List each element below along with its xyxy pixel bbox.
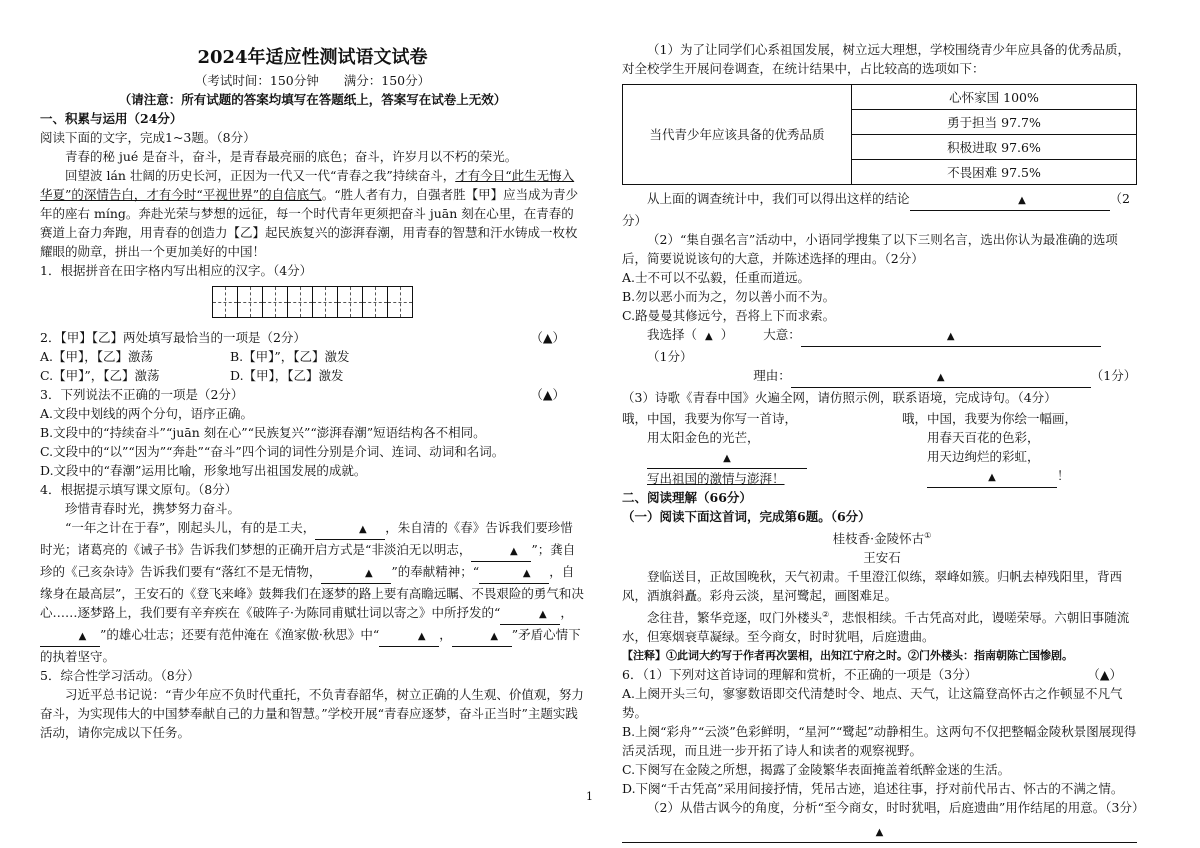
score-label: （1分）: [647, 349, 693, 364]
q6-answer-mark: （▲）: [1087, 667, 1122, 683]
blank-triangle: ▲: [358, 524, 367, 535]
conclusion-score: （2分）: [622, 191, 1130, 228]
grid-cell: [237, 286, 263, 318]
question-6: [622, 665, 1142, 684]
grid-cell: [212, 286, 238, 318]
answer-blank[interactable]: [479, 562, 549, 584]
q4-text: ，自缘身在最高层”，王安石的《登飞来峰》鼓舞我们在逐梦的路上要有高瞻远瞩、不畏艰险的勇气和决心……逐梦路上，我们要有辛弃疾在《破阵子·为陈同甫赋壮词以寄之》中所抒发的“: [40, 564, 584, 620]
survey-option: 心怀家国 100%: [852, 85, 1137, 110]
reading-intro: 阅读下面的文字，完成1~3题。（8分）: [40, 130, 256, 145]
quote-option-b: B.勿以恶小而为之，勿以善小而不为。: [622, 289, 836, 304]
q2-text: 2．【甲】【乙】两处填写最恰当的一项是（2分）: [40, 330, 306, 345]
q4-paragraph: [40, 518, 585, 666]
question-4: 4．根据提示填写课文原句。（8分）: [40, 482, 238, 497]
survey-option: 积极进取 97.6%: [852, 135, 1137, 160]
reason-label: 理由：: [753, 368, 791, 383]
q4-text: ，: [439, 627, 452, 642]
grid-cell: [262, 286, 288, 318]
q3-option-d: D.文段中的“春潮”运用比喻，形象地写出祖国发展的成就。: [40, 463, 367, 478]
blank-triangle: ▲: [78, 631, 87, 642]
poem-title-sup: ①: [924, 531, 932, 540]
passage-underlined: 才有今日“此生无悔入华夏”的深情告白，才有今时“平视世界”的自信底气: [40, 168, 575, 202]
poem-body-text: ，悲恨相续。千古凭高对此，谩嗟荣辱。六朝旧事随流水，但寒烟衰草凝绿。至今商女，时时犹唱，后庭遗曲。: [622, 610, 1130, 645]
q6-option-d: D.下阕“千古凭高”采用间接抒情，凭吊古迹，追述往事，抒对前代吊古、怀古的不满之情。: [622, 781, 1124, 797]
blank-triangle: ▲: [522, 568, 531, 579]
q5-task-2: （2）“集自强名言”活动中，小语同学搜集了以下三则名言，选出你认为最准确的选项后，简要说说该句的大意，并陈述选择的理由。（2分）: [622, 232, 1118, 266]
answer-blank[interactable]: [647, 447, 807, 469]
blank-triangle: ▲: [875, 827, 884, 839]
passage-para-2: [40, 166, 585, 261]
q2-option-b: B.【甲】”，【乙】激发: [230, 349, 350, 364]
q5-task-3: （3）诗歌《青春中国》火遍全网，请仿照示例，联系语境，完成诗句。（4分）: [622, 390, 1057, 405]
grid-cell: [337, 286, 363, 318]
q6-option-c: C.下阕写在金陵之所想，揭露了金陵繁华表面掩盖着纸醉金迷的生活。: [622, 762, 1011, 778]
reason-line: [753, 366, 1142, 388]
answer-blank[interactable]: [791, 366, 1091, 388]
left-column: [40, 40, 585, 742]
q4-line-1: 珍惜青春时光，携梦努力奋斗。: [65, 501, 241, 516]
poem-note-sup: ②: [822, 610, 830, 620]
grid-cell: [362, 286, 388, 318]
choose-label: 我选择（: [647, 327, 698, 342]
question-1: 1．根据拼音在田字格内写出相应的汉字。（4分）: [40, 263, 313, 278]
table-row: [623, 85, 1137, 110]
grid-cell: [312, 286, 338, 318]
blank-triangle: ▲: [723, 453, 731, 464]
poem-line: 哦，中国，我要为你写一首诗，: [622, 411, 798, 426]
conclusion-text: 从上面的调查统计中，我们可以得出这样的结论: [647, 191, 910, 206]
blank-triangle: ▲: [1018, 195, 1026, 206]
answer-blank[interactable]: [500, 603, 560, 625]
survey-option: 勇于担当 97.7%: [852, 110, 1137, 135]
poem-line: 哦，中国，我要为你绘一幅画，: [902, 411, 1078, 426]
blank-triangle: ▲: [946, 331, 955, 342]
poem-imitation: [622, 409, 1142, 488]
q3-option-b: B.文段中的“持续奋斗”“juān 刻在心”“民族复兴”“澎湃春潮”短语结构各不相同。: [40, 425, 486, 440]
answer-blank[interactable]: [801, 325, 1101, 347]
question-2: [40, 328, 585, 347]
blank-triangle: ▲: [417, 631, 426, 642]
q6-option-a: A.上阕开头三句，寥寥数语即交代清楚时令、地点、天气，让这篇登高怀古之作顿显不凡气势。: [622, 686, 1123, 721]
tianzige-grid: [40, 286, 585, 318]
q5-task-1: （1）为了让同学们心系祖国发展，树立远大理想，学校围绕青少年应具备的优秀品质，对全校学生开展问卷调查，在统计结果中，占比较高的选项如下：: [622, 42, 1130, 76]
right-column: [622, 40, 1145, 843]
poem-line: 用春天百花的色彩，: [927, 430, 1040, 445]
q4-text: “一年之计在于春”，刚起头儿，有的是工夫，: [65, 520, 316, 535]
poem-note: 【注释】①此词大约写于作者再次罢相，出知江宁府之时。②门外楼头：指南朝陈亡国惨剧。: [622, 649, 1073, 663]
blank-triangle: ▲: [365, 568, 373, 579]
q3-text: 3．下列说法不正确的一项是（2分）: [40, 387, 244, 402]
q4-text: ，: [560, 605, 573, 620]
section-2-heading: 二、阅读理解（66分）: [622, 490, 752, 505]
q2-answer-mark: （▲）: [530, 330, 565, 345]
q2-option-d: D.【甲】，【乙】激发: [230, 368, 344, 383]
sub-section-1: （一）阅读下面这首词，完成第6题。（6分）: [622, 509, 871, 524]
passage-part-a: 回望波 lán 壮阔的历史长河，正因为一代又一代“青春之我”持续奋斗，: [65, 168, 456, 183]
survey-question: 当代青少年应该具备的优秀品质: [623, 85, 852, 185]
choose-end: ）: [720, 327, 734, 342]
answer-blank[interactable]: [315, 518, 385, 540]
answer-blank[interactable]: [622, 821, 1137, 843]
poem-blank-line: [647, 447, 862, 469]
answer-blank[interactable]: [471, 540, 531, 562]
poem-line: 写出祖国的激情与澎湃！: [647, 471, 785, 486]
q2-option-c: C.【甲】”，【乙】激荡: [40, 368, 160, 383]
q3-answer-mark: （▲）: [530, 387, 565, 402]
q4-text: ”的奉献精神；“: [391, 564, 480, 579]
grid-cell: [287, 286, 313, 318]
q3-option-a: A.文段中划线的两个分句，语序正确。: [40, 406, 254, 421]
survey-table: [622, 84, 1137, 185]
score-label: （1分）: [1090, 368, 1137, 383]
passage-part-c: 。“胜人者有力，自强者胜【甲】应当成为青少年的座右 míng。奔赴光荣与梦想的远征，每一个时代青年更须把奋斗 juān 刻在心里，在青春的赛道上奋力奔跑，用青春的创造力【乙】起民族复兴的澎湃春潮，用青春的智慧和汗水铸成一枚枚耀眼的勋章，拼出一个更加美好的中国！: [40, 187, 579, 259]
q2-options: [40, 347, 585, 385]
answer-blank[interactable]: [910, 189, 1110, 211]
q4-text: ，朱自清的《春》告诉我们要珍惜时光；诸葛亮的《诫子书》告诉我们梦想的正确开启方式是“非淡泊无以明志，: [40, 520, 573, 557]
blank-triangle: ▲: [936, 372, 945, 383]
poem-end-mark: ！: [1057, 468, 1070, 483]
poem-blank-line: [927, 466, 1142, 488]
poem-body-1: 登临送目，正故国晚秋，天气初肃。千里澄江似练，翠峰如簇。归帆去棹残阳里，背西风，酒旗斜矗。彩舟云淡，星河鹭起，画图难足。: [622, 569, 1123, 604]
quote-option-c: C.路曼曼其修远兮，吾将上下而求索。: [622, 308, 836, 323]
passage-para-1: 青春的秘 jué 是奋斗，奋斗，是青春最亮丽的底色；奋斗，许岁月以不朽的荣光。: [65, 149, 518, 164]
q6-part-2: （2）从借古讽今的角度，分析“至今商女，时时犹唱，后庭遗曲”用作结尾的用意。（3分）: [647, 800, 1145, 816]
poem-imitation-target: [902, 409, 1142, 488]
poem-line: 用天边绚烂的彩虹，: [927, 449, 1040, 464]
quote-option-a: A.士不可以不弘毅，任重而道远。: [622, 270, 811, 285]
blank-triangle: ▲: [510, 546, 518, 557]
poem-title: [622, 526, 1142, 548]
q6-option-b: B.上阕“彩舟”“云淡”色彩鲜明，“星河”“鹭起”动静相生。这两句不仅把整幅金陵秋景图展现得活灵活现，而且进一步开拓了诗人和读者的观察视野。: [622, 724, 1137, 759]
answer-blank[interactable]: [379, 625, 439, 647]
q6-text: 6．（1）下列对这首诗词的理解和赏析，不正确的一项是（3分）: [622, 667, 978, 683]
blank-triangle: ▲: [988, 472, 996, 483]
q2-option-a: A.【甲】，【乙】激荡: [40, 349, 154, 364]
survey-option: 不畏困难 97.5%: [852, 160, 1137, 185]
choose-line: [647, 325, 1142, 366]
poem-title-text: 桂枝香·金陵怀古: [832, 531, 925, 547]
blank-triangle: ▲: [539, 609, 547, 620]
q4-text: ”；龚自珍的《己亥杂诗》告诉我们要有“落红不是无情物，: [40, 542, 576, 579]
q4-text: ”矛盾心情下的执着坚守。: [40, 627, 581, 664]
conclusion-line: [622, 189, 1142, 230]
answer-blank[interactable]: [452, 625, 512, 647]
answer-blank[interactable]: [321, 562, 391, 584]
poem-body-2: [622, 605, 1142, 646]
page-number: 1: [586, 790, 593, 803]
q5-intro: 习近平总书记说：“青少年应不负时代重托，不负青春韶华，树立正确的人生观、价值观，努力奋斗，为实现伟大的中国梦奉献自己的力量和智慧。”学校开展“青春应逐梦，奋斗正当时”主题实践活动，请你完成以下任务。: [40, 687, 584, 740]
answer-blank[interactable]: [40, 625, 100, 647]
meaning-label: 大意：: [763, 327, 801, 342]
poem-author: 王安石: [863, 550, 901, 566]
poem-line: 用太阳金色的光芒，: [647, 430, 760, 445]
choose-triangle[interactable]: ▲: [705, 331, 713, 342]
question-3: [40, 385, 585, 404]
poem-body-text: 念往昔，繁华竞逐，叹门外楼头: [647, 610, 823, 626]
answer-blank[interactable]: [927, 466, 1057, 488]
q3-option-c: C.文段中的“以”“因为”“奔赴”“奋斗”四个词的词性分别是介词、连词、动词和名词。: [40, 444, 505, 459]
poem-example: [622, 409, 862, 488]
exam-time-line: （考试时间：150分钟 满分：150分）: [194, 73, 431, 88]
grid-cell: [387, 286, 413, 318]
section-1-heading: 一、积累与运用（24分）: [40, 111, 183, 126]
question-5: 5．综合性学习活动。（8分）: [40, 668, 200, 683]
exam-notice: （请注意：所有试题的答案均填写在答题纸上，答案写在试卷上无效）: [118, 92, 507, 107]
q4-text: ”的雄心壮志；还要有范仲淹在《渔家傲·秋思》中“: [100, 627, 380, 642]
blank-triangle: ▲: [490, 631, 499, 642]
exam-title: 2024年适应性测试语文试卷: [197, 47, 428, 68]
